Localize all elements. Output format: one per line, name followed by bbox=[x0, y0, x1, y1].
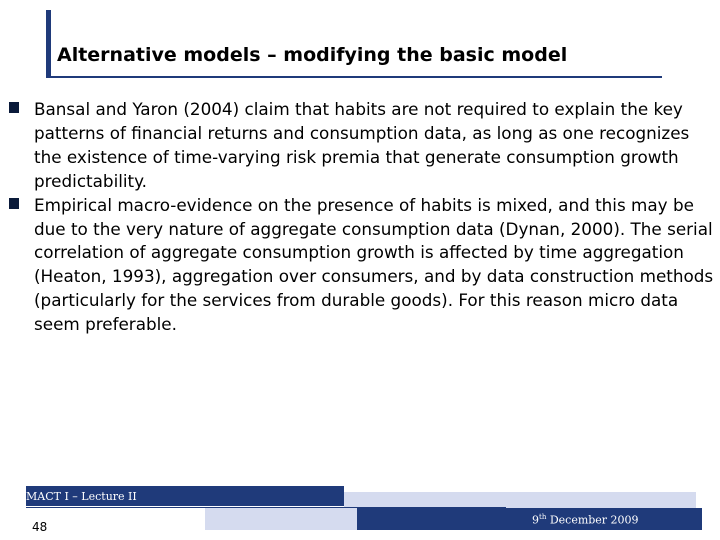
footer-divider bbox=[26, 507, 506, 508]
footer-decoration bbox=[344, 492, 696, 508]
title-accent-bar bbox=[46, 10, 51, 78]
square-bullet-icon bbox=[9, 102, 19, 113]
footer-course-label: MACT I – Lecture II bbox=[26, 490, 137, 503]
square-bullet-icon bbox=[9, 198, 19, 209]
bullet-list bbox=[8, 98, 718, 337]
bullet-item bbox=[8, 194, 718, 337]
slide-title: Alternative models – modifying the basic model bbox=[57, 44, 568, 66]
bullet-item bbox=[8, 98, 718, 194]
footer-date-box bbox=[357, 508, 702, 530]
footer-date: 9th December 2009 bbox=[532, 513, 639, 527]
page-number: 48 bbox=[32, 520, 48, 534]
footer-decoration bbox=[205, 508, 357, 530]
bullet-text: Bansal and Yaron (2004) claim that habits are not required to explain the key patterns of financial returns and consumption data, as long as one recognizes the existence of time-varying risk premia that generate consumption growth predictability. bbox=[34, 99, 690, 191]
bullet-text: Empirical macro-evidence on the presence of habits is mixed, and this may be due to the very nature of aggregate consumption data (Dynan, 2000). The serial correlation of aggregate consumption growth is affected by time aggregation (Heaton, 1993), aggregation over consumers, and by data construction methods (particularly for the services from durable goods). For this reason micro data seem preferable. bbox=[34, 194, 714, 335]
title-underline bbox=[46, 76, 662, 78]
